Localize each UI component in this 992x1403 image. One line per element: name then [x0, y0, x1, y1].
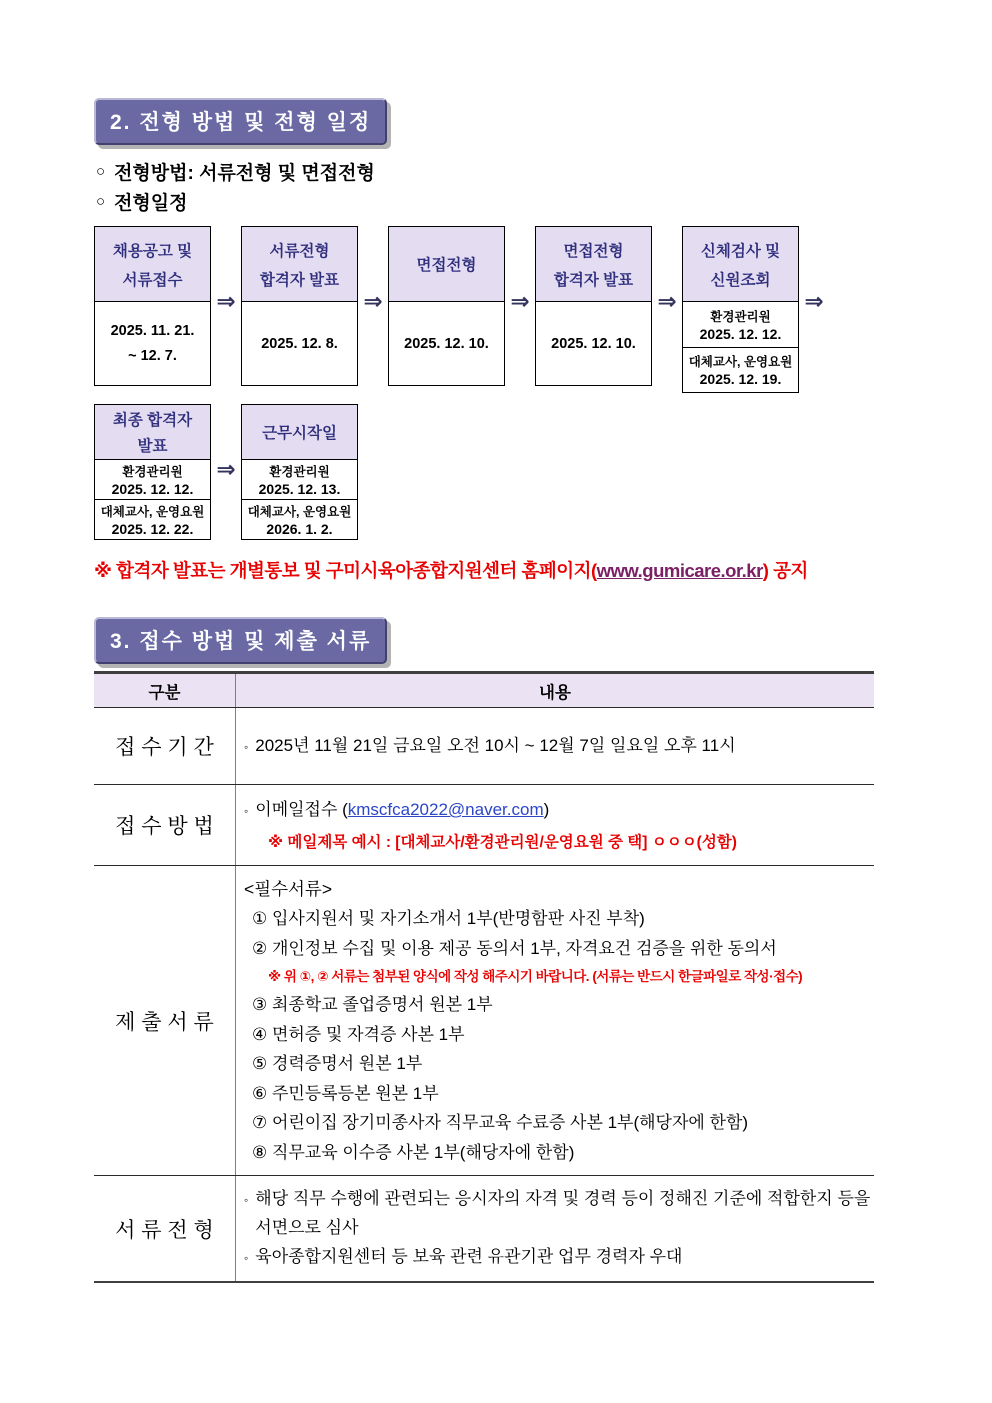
gumicare-website-link[interactable]: www.gumicare.or.kr: [596, 560, 763, 581]
small-circle-bullet-icon: ◦: [244, 739, 249, 754]
doc-item: ⑥ 주민등록등본 원본 1부: [252, 1083, 439, 1103]
email-line: [244, 795, 872, 826]
doc-item: ⑦ 어린이집 장기미종사자 직무교육 수료증 사본 1부(해당자에 한함): [252, 1113, 749, 1132]
row-content: [236, 708, 874, 784]
flow-box-announcement: [94, 226, 211, 386]
table-row-screening: [94, 1176, 874, 1281]
arrow-right-icon: ⇒: [657, 288, 677, 314]
flow-box-header-line: 면접전형: [563, 242, 624, 260]
row-label: 서 류 전 형: [94, 1176, 236, 1281]
group-label: 환경관리원: [269, 465, 330, 479]
arrow-right-icon: ⇒: [510, 288, 530, 314]
group-date: 2025. 12. 13.: [258, 481, 341, 497]
table-row-documents: [94, 866, 874, 1176]
announcement-note: [94, 557, 880, 583]
flow-box-group: [95, 460, 210, 499]
flow-row-2: [94, 404, 880, 540]
flow-box-header-line: 신체검사 및: [700, 242, 781, 260]
table-header-row: [94, 674, 874, 708]
flow-box-doc-pass: [241, 226, 358, 386]
flow-box-header: [242, 405, 357, 460]
flow-box-body: [95, 302, 210, 385]
group-date: 2025. 12. 12.: [699, 325, 782, 342]
screening-text: 육아종합지원센터 등 보육 관련 유관기관 업무 경력자 우대: [255, 1247, 683, 1266]
flow-box-date: 2025. 11. 21.: [110, 323, 195, 339]
doc-item: ② 개인정보 수집 및 이용 제공 동의서 1부, 자격요건 검증을 위한 동의서: [252, 938, 777, 958]
circle-bullet-icon: ○: [96, 193, 106, 210]
arrow-right-icon: ⇒: [804, 288, 824, 314]
doc-item: ④ 면허증 및 자격증 사본 1부: [252, 1024, 465, 1044]
flow-box-work-start: [241, 404, 358, 540]
bullet-method: [96, 158, 880, 185]
flow-box-header-line: 신원조회: [710, 271, 771, 289]
small-circle-bullet-icon: ◦: [244, 804, 249, 818]
flow-box-header-line: 합격자 발표: [553, 271, 634, 289]
flow-box-date: 2025. 12. 10.: [551, 335, 636, 352]
flow-box-body: [389, 302, 504, 385]
group-date: 2025. 12. 19.: [699, 371, 782, 388]
email-link[interactable]: kmscfca2022@naver.com: [347, 800, 544, 819]
flow-box-physical-check: [682, 226, 799, 393]
flow-box-group: [683, 302, 798, 347]
group-date: 2025. 12. 22.: [111, 521, 194, 537]
group-label: 환경관리원: [122, 465, 183, 479]
flow-box-header: [242, 227, 357, 302]
doc-item: ⑤ 경력증명서 원본 1부: [252, 1054, 423, 1073]
circle-bullet-icon: ○: [96, 163, 106, 180]
screening-line: [244, 1184, 872, 1242]
note-prefix: ※ 합격자 발표는 개별통보 및 구미시육아종합지원센터 홈페이지(: [94, 560, 597, 581]
group-label: 대체교사, 운영요원: [247, 505, 352, 519]
flow-box-header: [389, 227, 504, 302]
small-circle-bullet-icon: ◦: [244, 1251, 249, 1265]
email-post: ): [543, 800, 550, 819]
flow-box-header-line: 서류전형: [269, 242, 330, 260]
flow-box-header-line: 근무시작일: [262, 425, 337, 442]
document-content: [94, 98, 880, 1283]
required-docs-heading: <필수서류>: [244, 879, 333, 899]
row-label: 접 수 기 간: [94, 708, 236, 784]
flow-box-group: [242, 499, 357, 539]
arrow-right-icon: ⇒: [216, 288, 236, 314]
flow-box-header-line: 최종 합격자: [112, 412, 193, 429]
flow-box-date: 2025. 12. 8.: [261, 335, 338, 352]
flow-box-group: [242, 460, 357, 499]
table-row-method: [94, 785, 874, 866]
flow-row-1: [94, 226, 880, 393]
period-line: [244, 731, 872, 762]
flow-box-group: [683, 347, 798, 393]
flow-box-interview-pass: [535, 226, 652, 386]
section-2-bullets: [96, 158, 880, 215]
submission-table: [94, 671, 874, 1283]
doc-item: ① 입사지원서 및 자기소개서 1부(반명함판 사진 부착): [252, 909, 645, 928]
row-label: 제 출 서 류: [94, 866, 236, 1175]
flow-box-body: [242, 460, 357, 539]
flow-box-header-line: 채용공고 및: [112, 242, 193, 260]
row-content: [236, 1176, 874, 1281]
flow-box-header: [683, 227, 798, 302]
group-label: 환경관리원: [710, 309, 771, 324]
row-content: [236, 785, 874, 865]
group-date: 2025. 12. 12.: [111, 481, 194, 497]
flow-box-date: 2025. 12. 10.: [404, 335, 489, 352]
flow-box-final-pass: [94, 404, 211, 540]
small-circle-bullet-icon: ◦: [244, 1193, 249, 1207]
row-content: [236, 866, 874, 1175]
flow-box-group: [95, 499, 210, 539]
table-header-category: 구분: [94, 674, 236, 707]
bullet-method-text: 전형방법: 서류전형 및 면접전형: [114, 163, 375, 184]
docs-format-note: ※ 위 ①, ② 서류는 첨부된 양식에 작성 해주시기 바랍니다. (서류는 반드시 한글파일로 작성·접수): [268, 969, 803, 984]
row-label: 접 수 방 법: [94, 785, 236, 865]
group-label: 대체교사, 운영요원: [100, 505, 205, 519]
flow-box-body: [536, 302, 651, 385]
flow-box-header-line: 서류접수: [122, 271, 183, 289]
doc-item: ⑧ 직무교육 이수증 사본 1부(해당자에 한함): [252, 1142, 575, 1162]
flow-box-header-line: 발표: [137, 438, 168, 455]
section-2-header: [94, 98, 387, 145]
bullet-schedule: [96, 188, 880, 215]
section-3-header: [94, 617, 387, 664]
email-pre: 이메일접수 (: [255, 800, 348, 819]
arrow-right-icon: ⇒: [216, 456, 236, 482]
section-2-title: 2. 전형 방법 및 전형 일정: [110, 111, 372, 134]
flow-box-header-line: 면접전형: [416, 257, 477, 274]
table-header-detail: 내용: [539, 683, 571, 702]
group-date: 2026. 1. 2.: [266, 521, 333, 537]
flow-box-date: ~ 12. 7.: [128, 348, 177, 364]
flow-box-header: [95, 405, 210, 460]
arrow-right-icon: ⇒: [363, 288, 383, 314]
flow-box-interview: [388, 226, 505, 386]
flow-box-body: [95, 460, 210, 539]
screening-line: [244, 1242, 872, 1273]
period-text: 2025년 11월 21일 금요일 오전 10시 ~ 12월 7일 일요일 오후 11시: [255, 735, 736, 755]
bullet-schedule-text: 전형일정: [114, 193, 188, 214]
flow-box-body: [242, 302, 357, 385]
mail-subject-note: ※ 메일제목 예시 : [대체교사/환경관리원/운영요원 중 택] ㅇㅇㅇ(성함): [268, 834, 737, 851]
table-row-period: [94, 708, 874, 785]
group-label: 대체교사, 운영요원: [688, 355, 793, 370]
doc-item: ③ 최종학교 졸업증명서 원본 1부: [252, 995, 493, 1014]
flow-box-header-line: 합격자 발표: [259, 271, 340, 289]
note-suffix: ) 공지: [762, 560, 808, 581]
flow-box-body: [683, 302, 798, 392]
screening-text: 해당 직무 수행에 관련되는 응시자의 자격 및 경력 등이 정해진 기준에 적합한지 등을 서면으로 심사: [255, 1189, 871, 1237]
flow-box-header: [536, 227, 651, 302]
section-3-title: 3. 접수 방법 및 제출 서류: [110, 630, 372, 653]
flow-box-header: [95, 227, 210, 302]
